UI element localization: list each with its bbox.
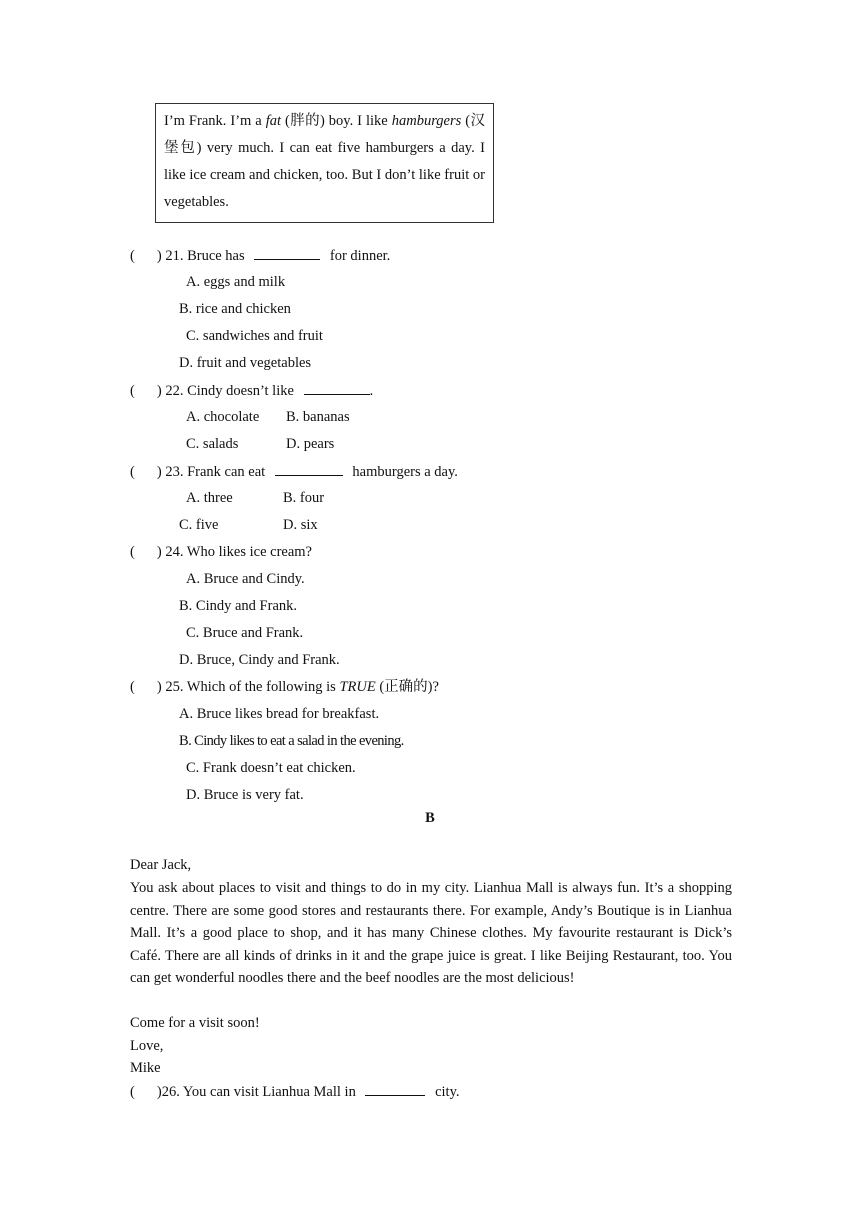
q25-option-c: C. Frank doesn’t eat chicken. [186,760,356,776]
answer-paren-open[interactable]: ( [130,1084,135,1100]
q22-option-a: A. chocolate [186,409,260,425]
q25-option-b: B. Cindy likes to eat a salad in the evening. [179,733,404,749]
letter-closing: Come for a visit soon! [130,1015,260,1031]
question-stem: 23. Frank can eat [165,464,266,480]
q24-option-c: C. Bruce and Frank. [186,625,304,641]
frank-passage-box [155,103,494,223]
q24-option-b: B. Cindy and Frank. [179,598,298,614]
q24-option-d: D. Bruce, Cindy and Frank. [179,652,340,668]
q25-option-a: A. Bruce likes bread for breakfast. [179,706,380,722]
question-23 [130,461,458,482]
answer-blank [365,1081,425,1096]
q22-option-d: D. pears [286,436,335,452]
section-b-heading: B [425,810,435,826]
passage-text-2: (胖的) boy. I like [281,113,392,129]
question-stem: 21. Bruce has [165,248,245,264]
question-25 [130,677,439,697]
question-26 [130,1081,460,1102]
passage-text-3: (汉堡包) very much. I can eat five hamburgers a day. I like ice cream and chicken, too. But I don’t like fruit or vegetables. [164,113,485,210]
question-stem-end: (正确的)? [375,679,439,695]
answer-blank [254,245,320,260]
word-hamburgers: hamburgers [391,113,462,129]
letter-body: You ask about places to visit and things to do in my city. Lianhua Mall is always fun. It’s a shopping centre. There are some good stores and restaurants there. For example, Andy’s Boutique is in Lianhua Mall. It’s a good place to shop, and it has many Chinese clothes. My favourite restaurant is Dick’s Café. There are all kinds of drinks in it and the grape juice is great. I like Beijing Restaurant, too. You can get wonderful noodles there and the beef noodles are the most delicious! [130,880,732,986]
answer-paren-close: ) [156,464,162,480]
q23-option-d: D. six [283,517,318,533]
passage-text-1: I’m Frank. I’m a [164,113,266,129]
question-stem: 26. You can visit Lianhua Mall in [161,1084,356,1100]
answer-paren-close: ) [156,679,162,695]
answer-paren-open[interactable]: ( [130,248,135,264]
answer-paren-open[interactable]: ( [130,544,135,560]
q23-option-b: B. four [283,490,325,506]
q25-option-d: D. Bruce is very fat. [186,787,304,803]
word-fat: fat [265,113,282,129]
q22-option-c: C. salads [186,436,239,452]
answer-paren-open[interactable]: ( [130,383,135,399]
answer-paren-open[interactable]: ( [130,464,135,480]
letter-salutation: Dear Jack, [130,857,192,873]
question-stem-end: for dinner. [329,248,391,264]
q21-option-d: D. fruit and vegetables [179,355,312,371]
q23-option-c: C. five [179,517,219,533]
question-stem-end: city. [435,1084,460,1100]
answer-paren-close: ) [156,248,162,264]
question-22 [130,380,373,401]
q21-option-a: A. eggs and milk [186,274,286,290]
word-true: TRUE [339,679,376,695]
q21-option-c: C. sandwiches and fruit [186,328,323,344]
answer-paren-close: ) [156,383,162,399]
answer-blank [275,461,343,476]
answer-paren-close: ) [156,1084,162,1100]
letter-signoff: Love, [130,1038,164,1054]
question-stem-end: hamburgers a day. [352,464,458,480]
question-stem: 24. Who likes ice cream? [165,544,312,560]
question-21 [130,245,390,266]
question-24 [130,542,312,562]
question-stem: 25. Which of the following is [165,679,340,695]
answer-paren-open[interactable]: ( [130,679,135,695]
question-stem-end: . [369,383,374,399]
q21-option-b: B. rice and chicken [179,301,291,317]
q24-option-a: A. Bruce and Cindy. [186,571,305,587]
letter-signature: Mike [130,1060,161,1076]
question-stem: 22. Cindy doesn’t like [165,383,294,399]
answer-paren-close: ) [156,544,162,560]
answer-blank [304,380,370,395]
q22-option-b: B. bananas [286,409,350,425]
q23-option-a: A. three [186,490,233,506]
